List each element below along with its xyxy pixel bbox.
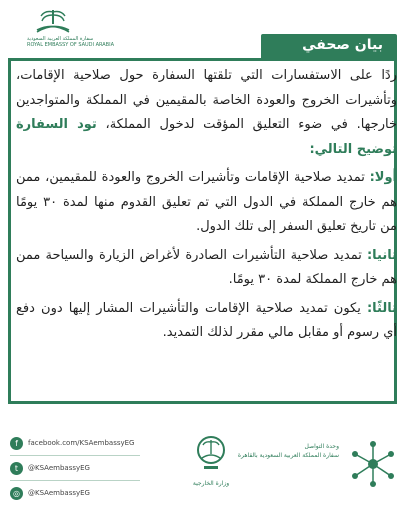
statement-body <box>16 64 397 404</box>
facebook-icon: f <box>10 437 23 450</box>
unit-title: وحدة التواصل <box>304 443 339 450</box>
palm-swords-icon <box>27 8 79 36</box>
point-2 <box>16 244 397 293</box>
intro-highlight: تود السفارة توضيح التالي: <box>16 117 397 157</box>
instagram-icon: ◎ <box>10 487 23 500</box>
point-2-label: ثانيا: <box>366 247 397 263</box>
unit-subtitle: سفارة المملكة العربية السعودية بالقاهرة <box>237 452 339 459</box>
point-1-label: أولا: <box>369 170 397 185</box>
twitter-handle: @KSAembassyEG <box>28 464 90 472</box>
twitter-link[interactable] <box>10 461 90 475</box>
facebook-handle: facebook.com/KSAembassyEG <box>28 439 135 447</box>
point-3 <box>16 297 397 346</box>
point-1-text: تمديد صلاحية الإقامات وتأشيرات الخروج والعودة للمقيمين، ممن هم خارج المملكة في الدول التي تم تعليق القدوم منها لمدة ٣٠ يومًا من تاريخ تعليق السفر إلى تلك الدول. <box>16 170 397 234</box>
press-release-label: بيان صحفي <box>302 37 383 53</box>
communication-unit <box>209 442 339 460</box>
emblem-text-ar: سفارة المملكة العربية السعودية <box>27 36 94 42</box>
facebook-link[interactable] <box>10 436 134 450</box>
header <box>0 0 411 62</box>
mofa-label: وزارة الخارجية <box>192 480 230 487</box>
intro-paragraph <box>16 64 397 162</box>
footer-divider <box>10 455 140 456</box>
point-2-text: تمديد صلاحية التأشيرات الصادرة لأغراض الزيارة والسياحة ممن هم خارج المملكة لمدة ٣٠ يومًا. <box>16 247 397 287</box>
footer <box>0 428 411 512</box>
point-3-text: يكون تمديد صلاحية الإقامات والتأشيرات المشار إليها دون دفع أي رسوم أو مقابل مالي مقرر لذلك التمديد. <box>16 300 397 340</box>
instagram-handle: @KSAembassyEG <box>28 489 90 497</box>
intro-text: ردًا على الاستفسارات التي تلقتها السفارة حول صلاحية الإقامات، وتأشيرات الخروج والعودة الخاصة بالمقيمين في المملكة والمتواجدين خارجها. في ضوء التعليق المؤقت لدخول المملكة، <box>16 68 397 132</box>
saudi-emblem-logo <box>27 8 115 52</box>
point-3-label: ثالثًا: <box>366 300 397 316</box>
press-release-tab <box>261 34 397 58</box>
twitter-icon: t <box>10 462 23 475</box>
emblem-text-en: ROYAL EMBASSY OF SAUDI ARABIA <box>27 42 115 48</box>
instagram-link[interactable] <box>10 486 90 500</box>
point-1 <box>16 166 397 240</box>
footer-divider <box>10 480 140 481</box>
network-icon <box>347 438 399 490</box>
